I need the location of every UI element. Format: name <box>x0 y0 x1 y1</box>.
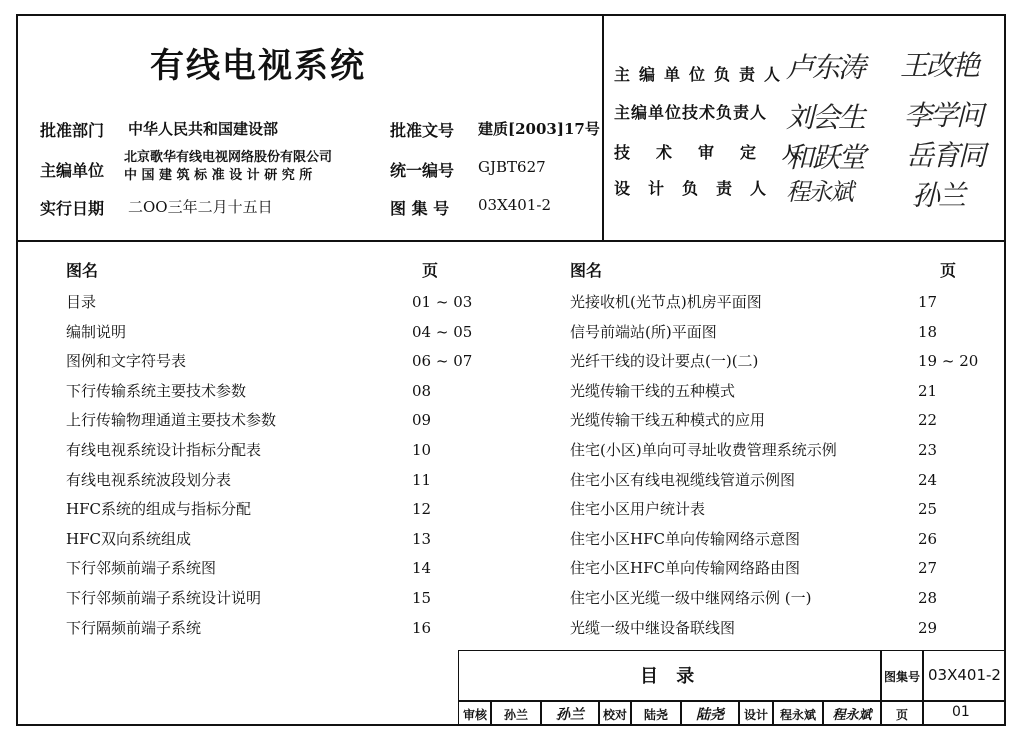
header-vertical-divider <box>602 14 604 241</box>
toc-row <box>570 347 980 377</box>
toc-item-page: 09 <box>412 411 432 430</box>
toc-right-column <box>570 288 980 643</box>
toc-item-name: 下行邻频前端子系统设计说明 <box>66 588 262 607</box>
toc-item-page: 19 ~ 20 <box>918 352 979 371</box>
toc-item-page: 15 <box>412 588 432 607</box>
toc-row <box>66 466 486 496</box>
toc-row <box>66 584 486 614</box>
toc-item-page: 24 <box>918 470 938 489</box>
unified-no-label: 统一编号 <box>390 161 455 180</box>
toc-item-name: 住宅小区HFC单向传输网络路由图 <box>570 559 800 578</box>
approval-dept-value: 中华人民共和国建设部 <box>128 120 279 138</box>
atlas-value: 03X401-2 <box>928 666 1001 684</box>
review-label: 审核 <box>462 708 487 722</box>
toc-row <box>570 436 980 466</box>
responsible-role: 设计负责人 <box>614 179 785 198</box>
toc-item-name: 目录 <box>66 293 97 311</box>
atlas-no-label: 图 集 号 <box>390 199 450 218</box>
toc-item-name: 光缆一级中继设备联线图 <box>570 618 736 637</box>
toc-item-name: 下行邻频前端子系统图 <box>66 559 217 578</box>
toc-item-page: 29 <box>918 618 938 637</box>
toc-item-name: 下行传输系统主要技术参数 <box>66 381 247 400</box>
chief-unit-line1: 北京歌华有线电视网络股份有限公司 <box>124 150 333 165</box>
toc-item-name: 编制说明 <box>66 322 127 341</box>
design-label: 设计 <box>743 708 768 722</box>
toc-item-page: 13 <box>412 529 432 548</box>
approval-doc-value: 建质[2003]17号 <box>478 120 600 138</box>
toc-row <box>66 525 486 555</box>
check-signature: 陆尧 <box>696 707 724 723</box>
toc-row <box>66 554 486 584</box>
toc-name-header: 图名 <box>66 261 99 280</box>
toc-item-page: 25 <box>918 500 938 519</box>
toc-row <box>66 347 486 377</box>
title-block-vline <box>922 650 924 726</box>
toc-row <box>570 584 980 614</box>
atlas-no-value: 03X401-2 <box>478 196 552 214</box>
toc-page-header: 页 <box>940 261 957 280</box>
toc-item-name: 光缆传输干线五种模式的应用 <box>570 411 766 430</box>
atlas-label: 图集号 <box>883 670 920 684</box>
toc-item-page: 17 <box>918 293 938 311</box>
signature: 卢东涛 <box>786 51 865 84</box>
toc-item-name: HFC双向系统组成 <box>66 529 191 548</box>
signature: 王改艳 <box>900 49 979 82</box>
toc-item-page: 16 <box>412 618 432 637</box>
toc-item-page: 18 <box>918 322 938 341</box>
document-title: 有线电视系统 <box>150 46 366 86</box>
toc-item-name: 信号前端站(所)平面图 <box>570 322 717 341</box>
toc-item-name: 图例和文字符号表 <box>66 352 187 371</box>
toc-item-page: 21 <box>918 381 938 400</box>
toc-row <box>570 614 980 644</box>
toc-row <box>66 495 486 525</box>
toc-item-page: 01 ~ 03 <box>412 293 473 311</box>
toc-row <box>66 614 486 644</box>
toc-item-page: 04 ~ 05 <box>412 322 473 341</box>
sheet-title: 目 录 <box>640 666 701 687</box>
signature: 孙兰 <box>912 179 965 212</box>
toc-item-page: 23 <box>918 440 938 459</box>
toc-item-page: 10 <box>412 440 432 459</box>
toc-row <box>66 288 486 318</box>
design-name: 程永斌 <box>779 708 816 722</box>
toc-item-page: 14 <box>412 559 432 578</box>
signature: 刘会生 <box>786 101 865 134</box>
design-signature: 程永斌 <box>832 708 872 723</box>
toc-name-header: 图名 <box>570 261 603 280</box>
toc-item-name: 光缆传输干线的五种模式 <box>570 381 736 400</box>
toc-row <box>66 436 486 466</box>
toc-row <box>570 466 980 496</box>
toc-item-name: 光纤干线的设计要点(一)(二) <box>570 352 759 371</box>
toc-row <box>570 495 980 525</box>
signature: 程永斌 <box>786 178 852 206</box>
signature: 李学问 <box>904 99 983 132</box>
signature: 岳育同 <box>906 139 985 172</box>
toc-item-page: 27 <box>918 559 938 578</box>
toc-item-name: 下行隔频前端子系统 <box>66 618 202 637</box>
toc-item-page: 08 <box>412 381 432 400</box>
toc-item-name: 有线电视系统波段划分表 <box>66 470 232 489</box>
check-label: 校对 <box>602 708 627 722</box>
toc-row <box>570 288 980 318</box>
toc-item-name: 上行传输物理通道主要技术参数 <box>66 411 277 430</box>
page-value: 01 <box>952 704 970 720</box>
toc-item-page: 06 ~ 07 <box>412 352 473 371</box>
toc-row <box>570 554 980 584</box>
responsible-role: 主编单位负责人 <box>614 65 790 84</box>
toc-row <box>66 377 486 407</box>
toc-row <box>66 406 486 436</box>
signature: 和跃堂 <box>786 141 865 174</box>
toc-item-page: 12 <box>412 500 432 519</box>
responsible-role: 主编单位技术负责人 <box>614 103 768 122</box>
toc-page-header: 页 <box>422 261 439 280</box>
toc-item-page: 28 <box>918 588 938 607</box>
approval-dept-label: 批准部门 <box>40 121 105 140</box>
review-signature: 孙兰 <box>556 707 584 723</box>
toc-item-name: 住宅小区用户统计表 <box>570 500 706 519</box>
toc-item-name: 住宅小区HFC单向传输网络示意图 <box>570 529 800 548</box>
toc-row <box>570 525 980 555</box>
effective-date-label: 实行日期 <box>40 199 105 218</box>
review-name: 孙兰 <box>503 708 528 722</box>
toc-row <box>66 318 486 348</box>
check-name: 陆尧 <box>643 708 668 722</box>
chief-unit-label: 主编单位 <box>40 161 105 180</box>
toc-left-column <box>66 288 486 643</box>
toc-item-name: 光接收机(光节点)机房平面图 <box>570 293 762 311</box>
approval-doc-label: 批准文号 <box>390 121 455 140</box>
responsible-role: 技术审定人 <box>614 143 825 162</box>
toc-item-name: 住宅小区有线电视缆线管道示例图 <box>570 470 796 489</box>
toc-item-page: 22 <box>918 411 938 430</box>
toc-item-name: 住宅(小区)单向可寻址收费管理系统示例 <box>570 440 837 459</box>
toc-item-page: 26 <box>918 529 938 548</box>
header-divider <box>16 240 1006 242</box>
toc-row <box>570 377 980 407</box>
toc-row <box>570 406 980 436</box>
toc-item-name: 有线电视系统设计指标分配表 <box>66 440 262 459</box>
toc-row <box>570 318 980 348</box>
page-label: 页 <box>895 708 908 722</box>
chief-unit-line2: 中 国 建 筑 标 准 设 计 研 究 所 <box>124 168 313 183</box>
effective-date-value: 二OO三年二月十五日 <box>128 198 273 216</box>
unified-no-value: GJBT627 <box>478 158 546 176</box>
toc-item-name: 住宅小区光缆一级中继网络示例 (一) <box>570 588 812 607</box>
toc-item-page: 11 <box>412 470 432 489</box>
toc-item-name: HFC系统的组成与指标分配 <box>66 500 251 519</box>
